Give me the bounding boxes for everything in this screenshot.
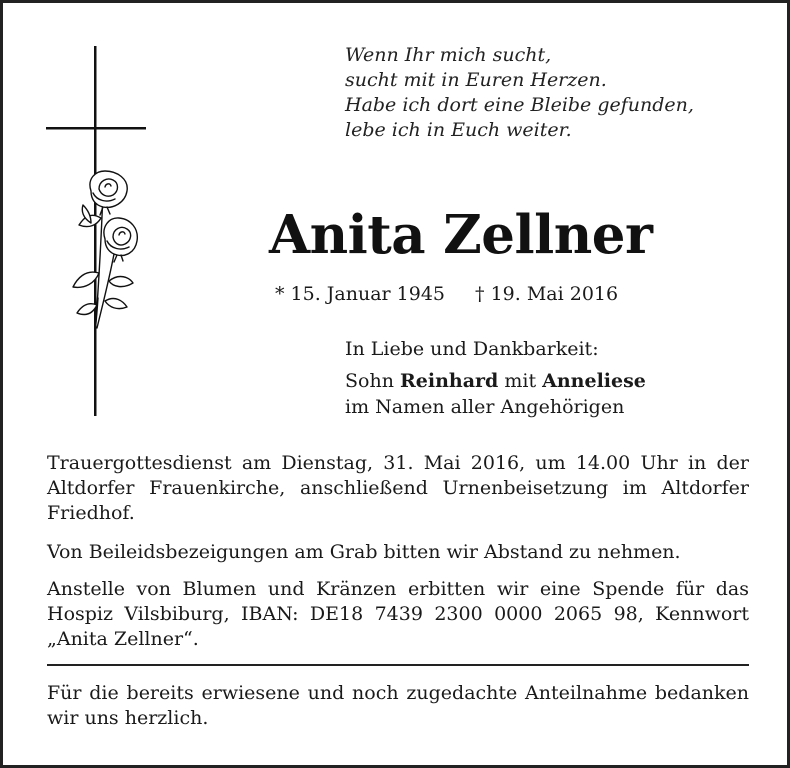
son-prefix: Sohn [345, 370, 400, 392]
poem-line: lebe ich in Euch weiter. [345, 119, 572, 141]
thanks-intro: In Liebe und Dankbarkeit: [345, 338, 599, 360]
with-word: mit [498, 370, 543, 392]
divider [47, 664, 749, 666]
closing-thanks: Für die bereits erwiesene und noch zugedachte Anteilnahme bedanken wir uns herzlich. [47, 682, 749, 729]
roses-icon [73, 171, 137, 333]
death-date: † 19. Mai 2016 [475, 283, 619, 305]
son-name: Reinhard [399, 370, 499, 392]
deceased-name: Anita Zellner [269, 204, 653, 266]
partner-name: Anneliese [542, 370, 646, 392]
donation-request: Anstelle von Blumen und Kränzen erbitten wir eine Spende für das Hospiz Vilsbiburg, IBAN: DE18 7439 2300 0000 2065 98, Kennwort „Anita Zellner“. [47, 578, 749, 650]
memorial-poem [345, 43, 694, 143]
cross-with-roses [43, 43, 153, 418]
poem-line: Habe ich dort eine Bleibe gefunden, [345, 94, 694, 116]
poem-line: Wenn Ihr mich sucht, [345, 44, 552, 66]
on-behalf-line: im Namen aller Angehörigen [345, 396, 625, 418]
condolence-note: Von Beileidsbezeigungen am Grab bitten wir Abstand zu nehmen. [47, 541, 681, 563]
family-signature [345, 336, 646, 420]
family-members [345, 368, 646, 394]
life-dates [275, 282, 618, 306]
birth-date: * 15. Januar 1945 [275, 283, 446, 305]
poem-line: sucht mit in Euren Herzen. [345, 69, 607, 91]
funeral-service-info: Trauergottesdienst am Dienstag, 31. Mai 2016, um 14.00 Uhr in der Altdorfer Frauenkirche, anschließend Urnenbeisetzung im Altdorfer Friedhof. [47, 452, 749, 524]
